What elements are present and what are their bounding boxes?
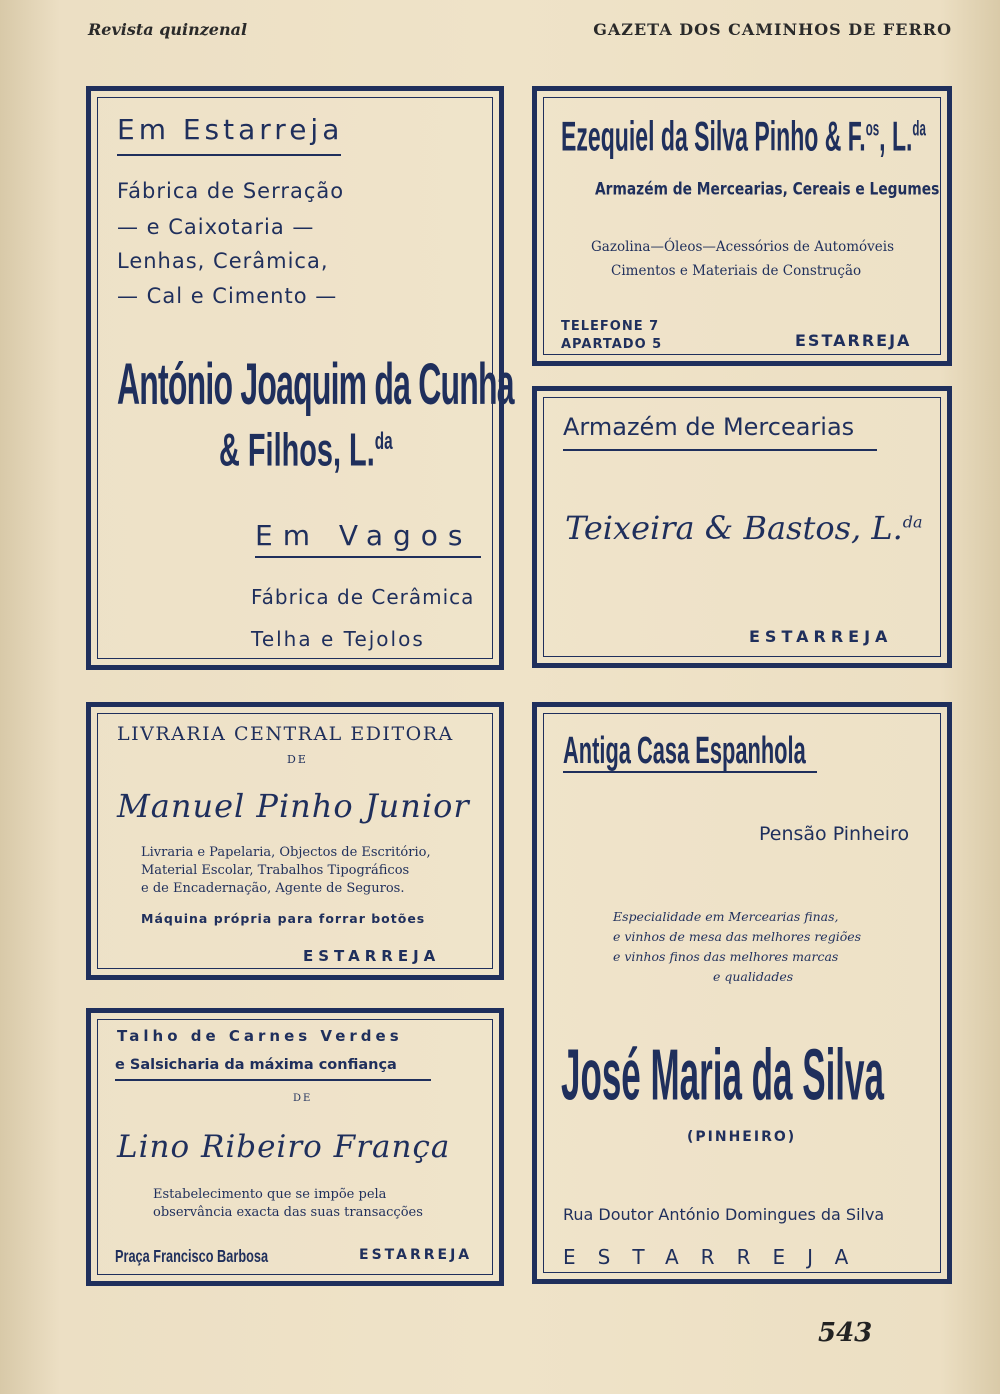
header-left: Revista quinzenal [88, 20, 248, 39]
ad-cunha-line4: — Cal e Cimento — [117, 284, 338, 308]
ad-teixeira-heading-rule [563, 449, 877, 451]
ad-livraria-heading: LIVRARIA CENTRAL EDITORA [117, 723, 454, 745]
ad-ezequiel-name-mid: , L. [879, 113, 913, 160]
ad-cunha-heading2-rule [255, 556, 481, 558]
ad-livraria-line1: Livraria e Papelaria, Objectos de Escritório, [141, 845, 431, 860]
ad-livraria-de: DE [287, 753, 308, 766]
ad-espanhola-name: José Maria da Silva [561, 1034, 884, 1116]
ad-cunha [86, 86, 514, 670]
ad-espanhola-line1: Especialidade em Mercearias finas, [613, 909, 839, 924]
ad-livraria-line3: e de Encadernação, Agente de Seguros. [141, 881, 405, 896]
ad-teixeira-town: ESTARREJA [749, 627, 893, 646]
ad-ezequiel-name-sup1: os [865, 118, 880, 141]
ad-cunha-line5: Fábrica de Cerâmica [251, 585, 475, 609]
ad-espanhola-address: Rua Doutor António Domingues da Silva [563, 1205, 885, 1224]
ad-ezequiel-box: APARTADO 5 [561, 337, 663, 352]
ad-ezequiel-line2: Gazolina—Óleos—Acessórios de Automóveis [591, 239, 894, 255]
ad-cunha-heading: Em Estarreja [117, 113, 344, 146]
ad-espanhola-heading: Antiga Casa Espanhola [563, 729, 806, 771]
ad-talho-line2: e Salsicharia da máxima confiança [115, 1057, 397, 1073]
ad-ezequiel-line3: Cimentos e Materiais de Construção [611, 263, 862, 279]
ad-talho-name: Lino Ribeiro França [117, 1129, 451, 1165]
ad-cunha-name2-text: & Filhos, L. [219, 425, 375, 477]
ad-ezequiel-town: ESTARREJA [795, 331, 912, 350]
ad-espanhola-heading-rule [563, 771, 817, 773]
ad-livraria-line2: Material Escolar, Trabalhos Tipográficos [141, 863, 410, 878]
ad-talho-de: DE [293, 1093, 313, 1104]
page-number: 543 [818, 1318, 873, 1348]
ad-livraria [86, 702, 504, 980]
ad-cunha-heading-rule [117, 154, 341, 156]
ad-teixeira-heading: Armazém de Mercearias [563, 413, 855, 441]
ad-teixeira-name [565, 509, 923, 547]
ad-cunha-line3: Lenhas, Cerâmica, [117, 249, 329, 273]
ad-talho-town: ESTARREJA [359, 1247, 473, 1263]
ad-espanhola [532, 702, 952, 1284]
ad-ezequiel-phone: TELEFONE 7 [561, 319, 660, 334]
ad-espanhola-nick: (PINHEIRO) [687, 1129, 797, 1145]
ad-livraria-name: Manuel Pinho Junior [117, 787, 470, 825]
ad-espanhola-town: ESTARREJA [563, 1245, 871, 1269]
ad-cunha-name: António Joaquim da Cunha [117, 353, 514, 417]
ad-ezequiel [532, 86, 952, 366]
ad-talho-line4: observância exacta das suas transacções [153, 1205, 423, 1220]
ad-espanhola-sub: Pensão Pinheiro [759, 823, 910, 845]
header-right: GAZETA DOS CAMINHOS DE FERRO [593, 20, 952, 39]
ad-cunha-line1: Fábrica de Serração [117, 179, 345, 203]
ad-ezequiel-line1: Armazém de Mercearias, Cereais e Legumes [595, 179, 940, 199]
ad-livraria-line4: Máquina própria para forrar botões [141, 911, 426, 926]
ad-ezequiel-name [561, 113, 926, 161]
ad-teixeira-name-text: Teixeira & Bastos, L. [565, 509, 903, 547]
ad-teixeira [532, 386, 952, 668]
ad-teixeira-name-sup: da [902, 512, 923, 532]
ad-cunha-line6: Telha e Tejolos [251, 627, 425, 651]
ad-espanhola-line4: e qualidades [713, 969, 794, 984]
ad-talho [86, 1008, 504, 1286]
ad-talho-line2-rule [115, 1079, 431, 1081]
ad-espanhola-line2: e vinhos de mesa das melhores regiões [613, 929, 862, 944]
ad-ezequiel-name-sup2: da [912, 118, 926, 141]
ad-livraria-town: ESTARREJA [303, 947, 441, 965]
ad-livraria-inner-border [97, 713, 493, 969]
ad-talho-line1: Talho de Carnes Verdes [117, 1027, 403, 1045]
ad-espanhola-inner-border [543, 713, 941, 1273]
ad-ezequiel-name-text: Ezequiel da Silva Pinho & F. [561, 113, 866, 160]
ad-talho-line3: Estabelecimento que se impõe pela [153, 1187, 387, 1202]
ad-cunha-line2: — e Caixotaria — [117, 215, 315, 239]
ad-espanhola-line3: e vinhos finos das melhores marcas [613, 949, 839, 964]
ad-cunha-name2 [219, 425, 393, 478]
ad-talho-address: Praça Francisco Barbosa [115, 1247, 269, 1267]
ad-cunha-name2-sup: da [374, 427, 393, 455]
ad-cunha-heading2: Em Vagos [255, 519, 473, 552]
